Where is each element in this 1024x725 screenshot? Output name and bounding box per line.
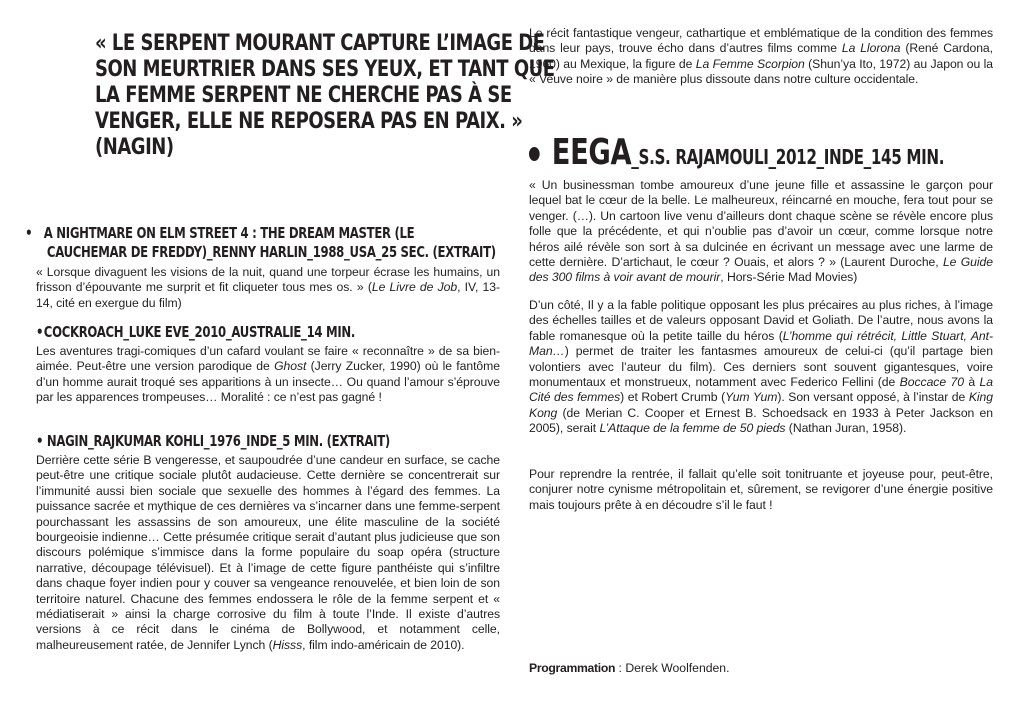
film-heading-eega: [529, 133, 985, 177]
film-description-nightmare: « Lorsque divaguent les visions de la nuit, quand une torpeur écrase les humains, un frisson d’épouvante me surprit et fit cliqueter tous mes os. » (Le Livre de Job, IV, 13-14, cité en exergue du film): [36, 265, 500, 310]
bullet-icon: [529, 147, 540, 161]
eega-analysis-paragraph: D’un côté, Il y a la fable politique opposant les plus précaires au plus riches, à l’image des échelles tailles et de valeurs opposant David et Goliath. De l’autre, nous avons la fable romanesque où la petite taille du héros (L’homme qui rétrécit, Little Stuart, Ant-Man…) permet de traiter les fantasmes amoureux de celui-ci (qu’il partage bien volontiers avec l’auteur du film). Ces derniers sont souvent gigantesques, voire monumentaux et monstrueux, notamment avec Federico Fellini (de Boccace 70 à La Cité des femmes) et Robert Crumb (Yum Yum). Son versant opposé, à l’instar de King Kong (de Merian C. Cooper et Ernest B. Schoedsack en 1933 à Peter Jackson en 2005), serait L’Attaque de la femme de 50 pieds (Nathan Juran, 1958).: [529, 298, 994, 436]
programmation-credit: Programmation : Derek Woolfenden.: [529, 661, 730, 675]
bullet-icon: •: [25, 224, 33, 242]
source-title: Le Livre de Job: [371, 280, 458, 295]
film-meta: _S.S. RAJAMOULI_2012_INDE_145 MIN.: [631, 145, 945, 169]
pull-quote: « LE SERPENT MOURANT CAPTURE L’IMAGE DE SON MEURTRIER DANS SES YEUX, ET TANT QUE LA FEMME SERPENT NE CHERCHE PAS À SE VENGER, ELLE NE REPOSERA PAS EN PAIX. » (NAGIN): [95, 30, 555, 160]
nagin-continuation-paragraph: Le récit fantastique vengeur, cathartique et emblématique de la condition des femmes dans leur pays, trouve écho dans d’autres films comme La Llorona (René Cardona, 1960) au Mexique, la figure de La Femme Scorpion (Shun’ya Ito, 1972) au Japon ou la « Veuve noire » de manière plus dissoute dans notre culture occidentale.: [529, 26, 994, 87]
programmation-label: Programmation: [529, 661, 616, 675]
film-heading-nightmare-on-elm-street: [25, 224, 496, 262]
bullet-icon: •: [36, 432, 44, 450]
film-title: COCKROACH_LUKE EVE_2010_AUSTRALIE_14 MIN.: [43, 323, 356, 341]
film-title: A NIGHTMARE ON ELM STREET 4 : THE DREAM MASTER (LE CAUCHEMAR DE FREDDY)_RENNY HARLIN_1988_USA_25 SEC. (EXTRAIT): [43, 224, 496, 261]
film-title: NAGIN_RAJKUMAR KOHLI_1976_INDE_5 MIN. (EXTRAIT): [46, 432, 390, 450]
film-heading-cockroach: [36, 323, 496, 342]
film-description-cockroach: Les aventures tragi-comiques d’un cafard voulant se faire « reconnaître » de sa bien-aimée. Peut-être une version parodique de Ghost (Jerry Zucker, 1990) où le fantôme d’un homme aurait troqué ses apparitions à un insecte… Ou quand l’amour s’éprouve par les apparences trompeuses… Moralité : ce n’est pas gagné !: [36, 344, 500, 405]
film-title: EEGA: [551, 132, 632, 173]
film-heading-nagin: [36, 432, 496, 451]
film-description-nagin: Derrière cette série B vengeresse, et saupoudrée d’une candeur en surface, se cache peut-être une critique sociale plutôt audacieuse. Cette dernière se concentrerait sur l’immunité aussi bien sociale que sexuelle des hommes à l’égard des femmes. La puissance sacrée et mythique de ces dernières va s’incarner dans une femme-serpent pourchassant les assassins de son amoureux, une élite masculine de la société bourgeoisie indienne… Cette présumée critique serait d’autant plus judicieuse que son discours polémique s’immisce dans la forme populaire du soap opéra (structure narrative, découpage télévisuel). Et à l’image de cette figure panthéiste qui s’infiltre dans chaque foyer indien pour y couver sa vengeance renouvelée, et bien loin de son territoire naturel. Chacune des femmes endossera le rôle de la femme serpent et « médiatiserait » ainsi la charge corrosive du film à toute l’Inde. Il existe d’autres versions à ce récit dans le cinéma de Bollywood, et notamment celle, malheureusement ratée, de Jennifer Lynch (Hisss, film indo-américain de 2010).: [36, 453, 500, 652]
eega-quote: « Un businessman tombe amoureux d’une jeune fille et assassine le garçon pour lequel bat le cœur de la belle. Le malheureux, réincarné en mouche, fera tout pour se venger. (…). Un cartoon live venu d’ailleurs dont chaque scène se révèle encore plus folle que la précédente, et qui n’oublie pas d’avoir un cœur, comme lorsque notre héros ailé révèle son sort à sa dulcinée en écrivant un message avec une larme de cette dernière. D’artichaut, le cœur ? Ouais, et alors ? » (Laurent Duroche, Le Guide des 300 films à voir avant de mourir, Hors-Série Mad Movies): [529, 178, 993, 285]
eega-closing-paragraph: Pour reprendre la rentrée, il fallait qu’elle soit tonitruante et joyeuse pour, peut-être, conjurer notre cynisme métropolitain et, sûrement, se revigorer d’une énergie positive mais toujours prête à en découdre s’il le faut !: [529, 467, 993, 512]
programmation-value: Derek Woolfenden.: [625, 661, 730, 675]
bullet-icon: •: [36, 323, 44, 341]
